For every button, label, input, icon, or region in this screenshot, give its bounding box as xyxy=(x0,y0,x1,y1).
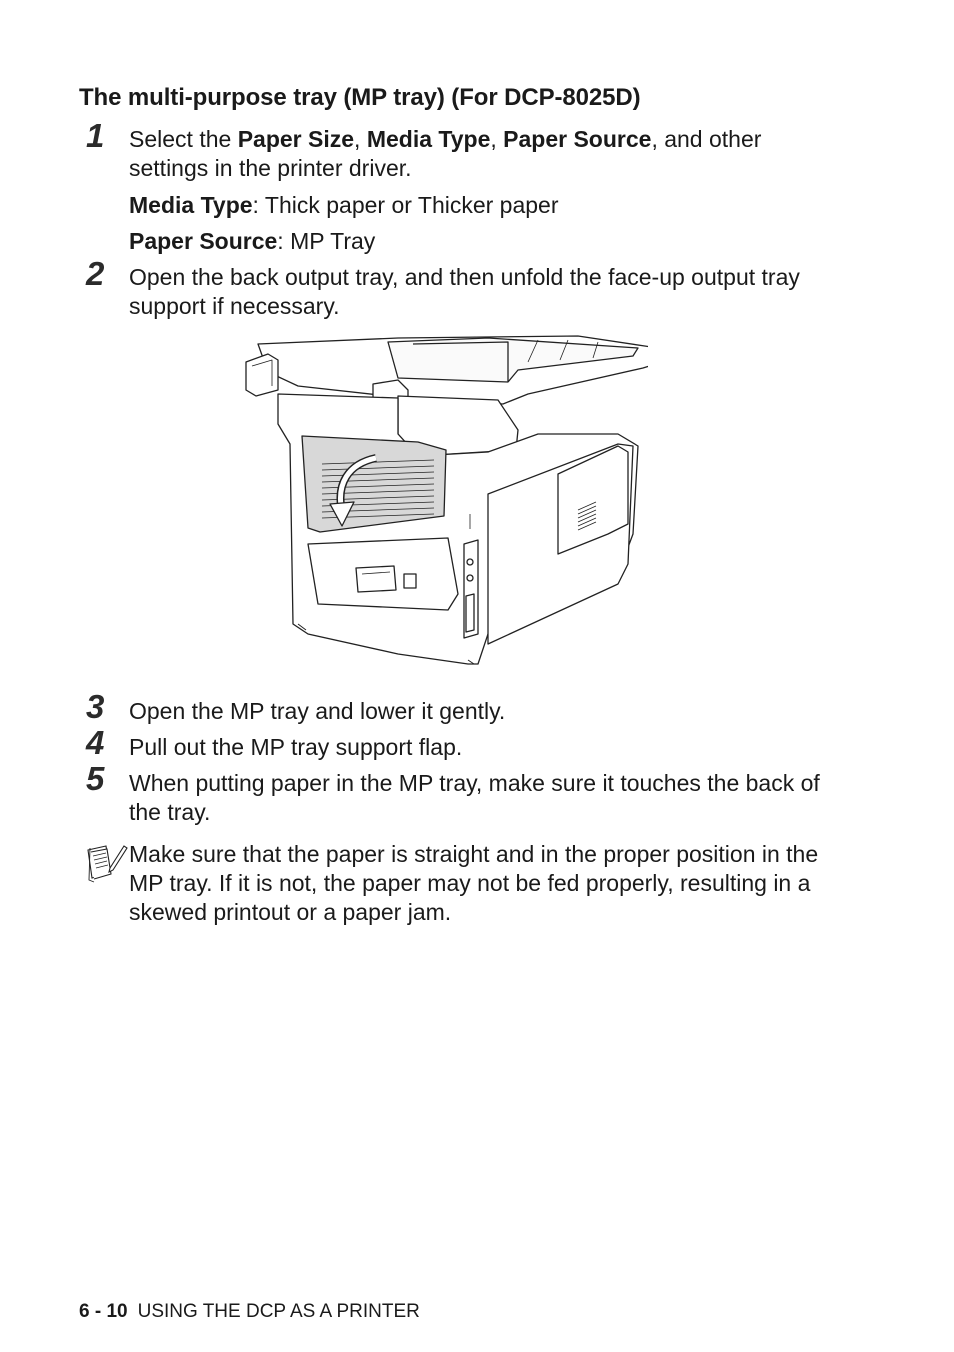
step-1-pre: Select the xyxy=(129,126,238,152)
page-number: 6 - 10 xyxy=(79,1301,128,1322)
media-type-term: Media Type xyxy=(366,126,491,152)
step-1-sep2: , xyxy=(490,126,504,152)
paper-source-label: Paper Source xyxy=(129,228,278,254)
step-number-3: 3 xyxy=(86,688,105,725)
step-5-text: When putting paper in the MP tray, make sure it touches the back of the tray. xyxy=(129,770,820,825)
step-1-text xyxy=(129,125,829,183)
page-footer xyxy=(79,1301,420,1323)
note-pencil-icon xyxy=(84,842,128,884)
footer-section: USING THE DCP AS A PRINTER xyxy=(137,1301,420,1322)
step-number-2: 2 xyxy=(86,255,105,292)
section-heading: The multi-purpose tray (MP tray) (For DCP-8025D) xyxy=(79,84,641,111)
media-type-value: : Thick paper or Thicker paper xyxy=(252,192,559,218)
paper-source-term: Paper Source xyxy=(503,126,652,152)
step-number-5: 5 xyxy=(86,760,105,797)
step-2-text: Open the back output tray, and then unfold the face-up output tray support if necessary. xyxy=(129,264,800,319)
paper-size-term: Paper Size xyxy=(237,126,355,152)
step-4-text: Pull out the MP tray support flap. xyxy=(129,734,463,760)
step-1-post: , and other settings in the printer driver. xyxy=(129,126,762,181)
step-number-4: 4 xyxy=(86,724,105,761)
note-text: Make sure that the paper is straight and in the proper position in the MP tray. If it is not, the paper may not be fed properly, resulting in a skewed printout or a paper jam. xyxy=(129,841,819,925)
step-1-sep1: , xyxy=(354,126,367,152)
printer-back-illustration xyxy=(238,334,648,666)
paper-source-setting xyxy=(129,227,829,256)
media-type-label: Media Type xyxy=(129,192,253,218)
step-number-1: 1 xyxy=(86,117,105,154)
media-type-setting xyxy=(129,191,829,220)
paper-source-value: : MP Tray xyxy=(277,228,376,254)
step-3-text: Open the MP tray and lower it gently. xyxy=(129,698,506,724)
